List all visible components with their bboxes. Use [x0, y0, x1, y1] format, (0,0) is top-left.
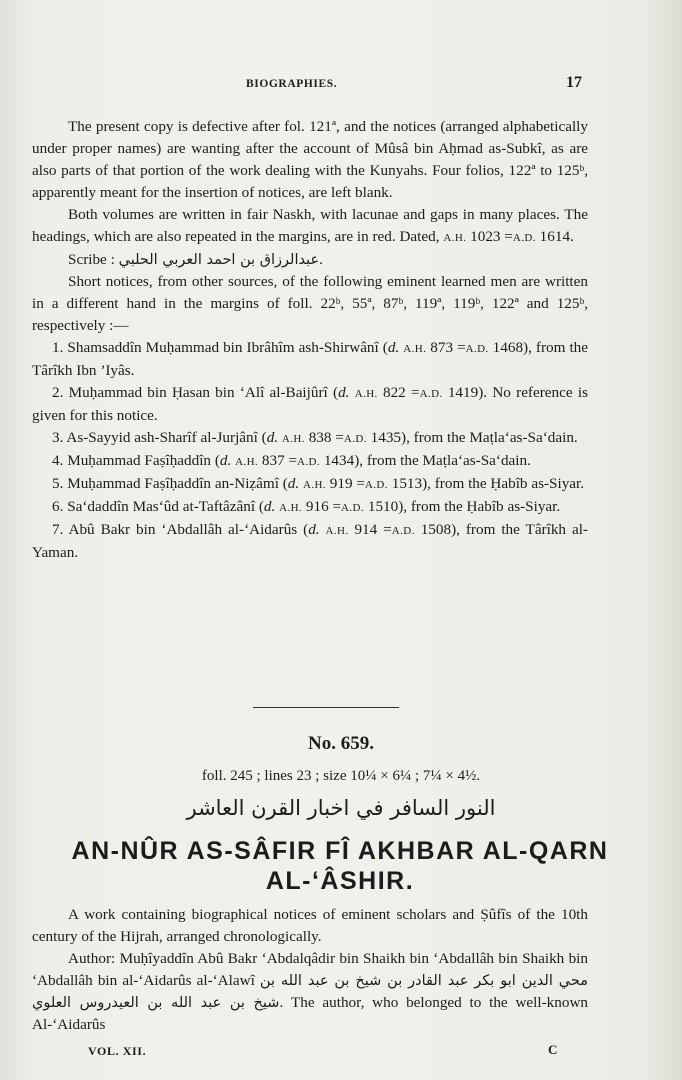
paragraph-script-description	[32, 204, 588, 249]
scribe-end: .	[319, 251, 323, 268]
list-item: 3. As-Sayyid ash-Sharîf al-Jurjânî (d. A.H. 838 =A.D. 1435), from the Maṭla‘as-Sa‘dain.	[52, 429, 578, 446]
author-label: Author:	[68, 950, 116, 967]
script-text: Both volumes are written in fair Naskh, with lacunae and gaps in many places. The headings, which are also repeated in the margins, are in red. Dated,	[32, 206, 588, 245]
author-continuation: . The author, who belonged to the well-known Al-‘Aidarûs	[32, 994, 589, 1033]
entry-text	[32, 904, 588, 1036]
ah-label: A.H.	[443, 232, 467, 244]
section-divider	[253, 707, 399, 708]
list-item: 5. Muḥammad Faṣîḥaddîn an-Niẓâmî (d. A.H. 919 =A.D. 1513), from the Ḥabîb as-Siyar.	[52, 475, 585, 492]
main-text	[32, 116, 588, 564]
paragraph-defective-copy: The present copy is defective after fol. 121ª, and the notices (arranged alphabetically under proper names) are wanting after the account of Mûsâ bin Aḥmad as-Subkî, as are also parts of that portion of the work dealing with the Kunyahs. Four folios, 122ª to 125ᵇ, apparently meant for the insertion of notices, are left blank.	[32, 118, 588, 201]
page-number: 17	[566, 74, 582, 91]
folio-info: foll. 245 ; lines 23 ; size 10¼ × 6¼ ; 7¼ × 4½.	[201, 768, 481, 784]
list-item: 1. Shamsaddîn Muḥammad bin Ibrâhîm ash-Shirwânî (d. A.H. 873 =A.D. 1468), from the Târîkh Ibn ’Iyâs.	[32, 339, 589, 379]
scribe-line	[32, 249, 588, 271]
page-footer	[0, 1044, 682, 1064]
author-name: Muḥîyaddîn Abû Bakr ‘Abdalqâdir bin Shaikh bin ‘Abdallâh bin Shaikh bin ‘Abdallâh bin al-‘Aidarûs al-‘Alawî	[32, 950, 588, 989]
list-item: 7. Abû Bakr bin ‘Abdallâh al-‘Aidarûs (d. A.H. 914 =A.D. 1508), from the Târîkh al-Yaman.	[32, 521, 588, 561]
ad-date: 1614.	[539, 228, 574, 245]
list-item: 4. Muḥammad Faṣîḥaddîn (d. A.H. 837 =A.D. 1434), from the Maṭla‘as-Sa‘dain.	[52, 452, 531, 469]
signature-mark: C	[548, 1042, 558, 1057]
scribe-label: Scribe :	[68, 251, 115, 268]
author-arabic: محي الدين ابو بكر عبد القادر بن شيخ بن عبد الله بن شيخ بن عبد الله بن العيدروس العلوي	[32, 973, 588, 1011]
paragraph-author	[32, 948, 588, 1036]
list-item: 2. Muḥammad bin Ḥasan bin ‘Alî al-Baijûrî (d. A.H. 822 =A.D. 1419). No reference is given for this notice.	[32, 384, 588, 424]
scribe-arabic: عبدالرزاق بن احمد العربي الحلبي	[118, 252, 320, 268]
entry-number: No. 659.	[308, 733, 374, 754]
arabic-title: النور السافر في اخبار القرن العاشر	[186, 796, 496, 820]
volume-label: VOL. XII.	[88, 1044, 147, 1058]
list-item: 6. Sa‘daddîn Mas‘ûd at-Taftâzânî (d. A.H. 916 =A.D. 1510), from the Ḥabîb as-Siyar.	[52, 498, 561, 515]
running-title: BIOGRAPHIES.	[246, 78, 338, 90]
running-header	[0, 74, 682, 98]
paragraph-marginal-notices: Short notices, from other sources, of the following eminent learned men are written in a different hand in the margins of foll. 22ᵇ, 55ª, 87ᵇ, 119ª, 119ᵇ, 122ª and 125ᵇ, respectively :—	[32, 273, 588, 334]
ah-date: 1023 =	[470, 228, 513, 245]
paragraph-work-description: A work containing biographical notices of eminent scholars and Ṣûfîs of the 10th century of the Hijrah, arranged chronologically.	[32, 906, 588, 945]
entry-title: AN-NÛR AS-SÂFIR FÎ AKHBAR AL-QARN AL-‘ÂSHIR.	[71, 837, 609, 895]
ad-label: A.D.	[512, 232, 536, 244]
